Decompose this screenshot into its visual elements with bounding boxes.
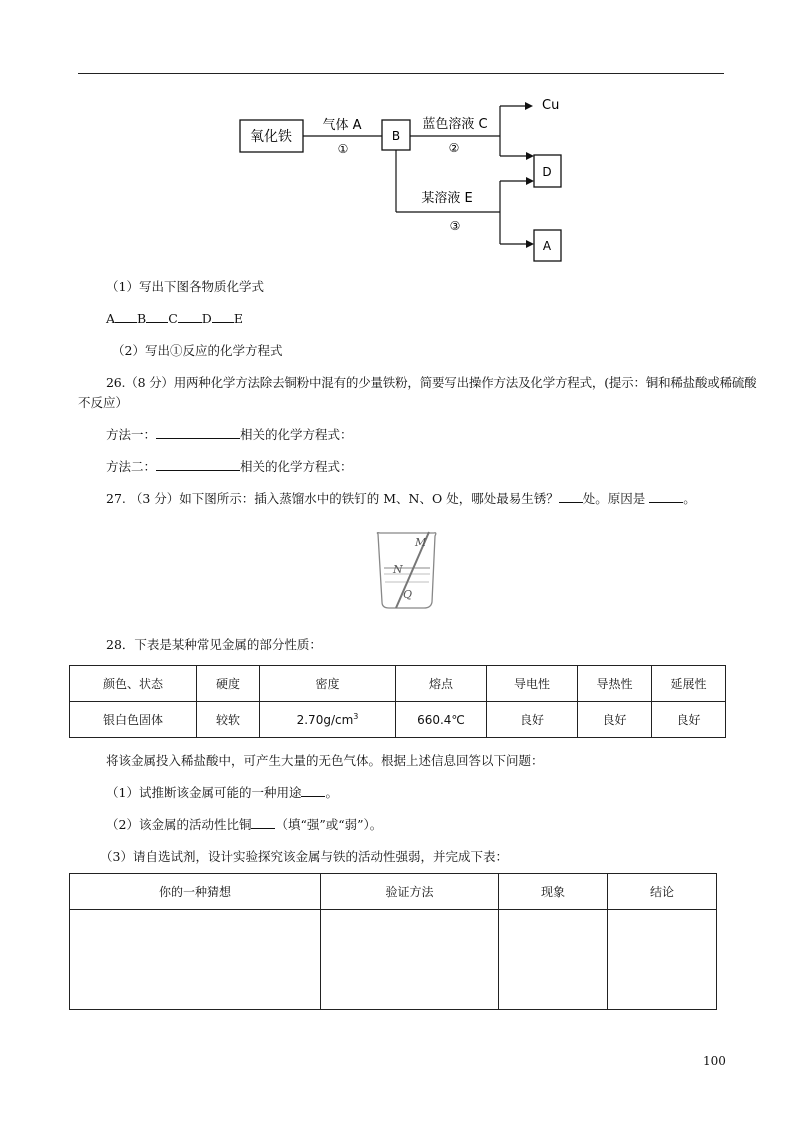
- box-b-label: B: [391, 129, 401, 143]
- arrowhead-d-bottom: [526, 177, 534, 185]
- label-m: M: [415, 536, 427, 549]
- header-color-state: 颜色、状态: [70, 666, 197, 702]
- q26-line2: 不反应）: [78, 395, 129, 410]
- arrow-2-label: 蓝色溶液 C: [422, 117, 488, 132]
- page-number: 100: [703, 1054, 726, 1068]
- q26-method2: [106, 458, 353, 476]
- label-o: Q: [403, 588, 413, 601]
- header-melting-point: 熔点: [396, 666, 487, 702]
- properties-header-row: [70, 666, 726, 702]
- box-a-label: A: [542, 239, 552, 253]
- q28-sub1-end: 。: [325, 785, 338, 800]
- header-hypothesis: 你的一种猜想: [70, 874, 321, 910]
- header-verification-method: 验证方法: [321, 874, 499, 910]
- header-density: 密度: [260, 666, 396, 702]
- method2-blank[interactable]: [156, 458, 240, 471]
- value-color-state: 银白色固体: [70, 702, 197, 738]
- value-hardness: 较软: [197, 702, 260, 738]
- q28-sub2: [106, 816, 382, 834]
- q28-paragraph: 将该金属投入稀盐酸中，可产生大量的无色气体。根据上述信息回答以下问题：: [106, 753, 544, 768]
- value-thermal-conductivity: 良好: [578, 702, 652, 738]
- q28-sub2-end: （填“强”或“弱”）。: [275, 817, 383, 832]
- q28-sub1: [106, 784, 338, 802]
- arrowhead-a: [526, 240, 534, 248]
- method1-blank[interactable]: [156, 426, 240, 439]
- q28-sub1-text: （1）试推断该金属可能的一种用途: [106, 785, 302, 800]
- header-phenomenon: 现象: [499, 874, 608, 910]
- density-superscript: 3: [353, 712, 359, 721]
- q25-blanks: [106, 310, 243, 328]
- header-hardness: 硬度: [197, 666, 260, 702]
- box-iron-oxide-label: 氧化铁: [250, 129, 292, 145]
- q27-location-blank[interactable]: [559, 490, 583, 503]
- conclusion-cell[interactable]: [608, 910, 717, 1010]
- experiment-design-table: [69, 873, 717, 1010]
- value-melting-point: 660.4℃: [396, 702, 487, 738]
- q28-sub3: （3）请自选试剂，设计实验探究该金属与铁的活动性强弱，并完成下表：: [100, 849, 508, 864]
- q25-part2: （2）写出①反应的化学方程式: [112, 343, 283, 358]
- value-density: [260, 702, 396, 738]
- method2-label: 方法二：: [106, 459, 157, 474]
- q27-reason-blank[interactable]: [649, 490, 683, 503]
- method2-equation-label: 相关的化学方程式：: [240, 459, 353, 474]
- header-thermal-conductivity: 导热性: [578, 666, 652, 702]
- activity-blank[interactable]: [251, 816, 275, 829]
- blank-label-c: C: [168, 311, 178, 326]
- experiment-header-row: [70, 874, 717, 910]
- answer-blank-c[interactable]: [178, 310, 202, 323]
- label-n: N: [393, 563, 403, 576]
- arrowhead-cu: [525, 102, 533, 110]
- metal-properties-table: [69, 665, 726, 738]
- arrowhead-d-top: [526, 152, 534, 160]
- density-number: 2.70g/cm: [296, 713, 354, 727]
- blank-label-a: A: [106, 311, 116, 326]
- blank-label-d: D: [201, 311, 212, 326]
- answer-blank-b[interactable]: [146, 310, 168, 323]
- method-cell[interactable]: [321, 910, 499, 1010]
- product-cu: Cu: [542, 98, 560, 113]
- q27-text-c: 。: [683, 491, 696, 506]
- properties-value-row: [70, 702, 726, 738]
- answer-blank-d[interactable]: [212, 310, 234, 323]
- blank-label-e: E: [233, 311, 243, 326]
- answer-blank-a[interactable]: [115, 310, 137, 323]
- q27-question: [106, 490, 696, 508]
- arrow-3-label: 某溶液 E: [421, 191, 473, 206]
- arrow-3-step: ③: [449, 219, 461, 233]
- beaker-nail-figure: [372, 530, 442, 612]
- header-electrical-conductivity: 导电性: [487, 666, 578, 702]
- arrow-1-step: ①: [337, 142, 349, 156]
- arrow-2-step: ②: [448, 141, 460, 155]
- arrow-1-label: 气体 A: [322, 118, 362, 133]
- header-conclusion: 结论: [608, 874, 717, 910]
- reaction-flow-diagram: [230, 90, 590, 265]
- usage-blank[interactable]: [301, 784, 325, 797]
- method1-label: 方法一：: [106, 427, 157, 442]
- value-electrical-conductivity: 良好: [487, 702, 578, 738]
- q26-line1: 26.（8 分）用两种化学方法除去铜粉中混有的少量铁粉，简要写出操作方法及化学方程式，(提示：铜和稀盐酸或稀硫酸: [106, 375, 757, 390]
- method1-equation-label: 相关的化学方程式：: [240, 427, 353, 442]
- q28-intro: 28．下表是某种常见金属的部分性质：: [106, 637, 322, 652]
- box-d-label: D: [542, 165, 552, 179]
- q28-sub2-text: （2）该金属的活动性比铜: [106, 817, 252, 832]
- blank-label-b: B: [137, 311, 147, 326]
- header-rule: [78, 73, 724, 74]
- header-ductility: 延展性: [652, 666, 726, 702]
- experiment-answer-row: [70, 910, 717, 1010]
- hypothesis-cell[interactable]: [70, 910, 321, 1010]
- q27-text-b: 处。原因是: [582, 491, 646, 506]
- q27-text-a: 27. （3 分）如下图所示：插入蒸馏水中的铁钉的 M、N、O 处，哪处最易生锈？: [106, 491, 559, 506]
- q25-part1: （1）写出下图各物质化学式: [106, 279, 264, 294]
- value-ductility: 良好: [652, 702, 726, 738]
- q26-method1: [106, 426, 353, 444]
- phenomenon-cell[interactable]: [499, 910, 608, 1010]
